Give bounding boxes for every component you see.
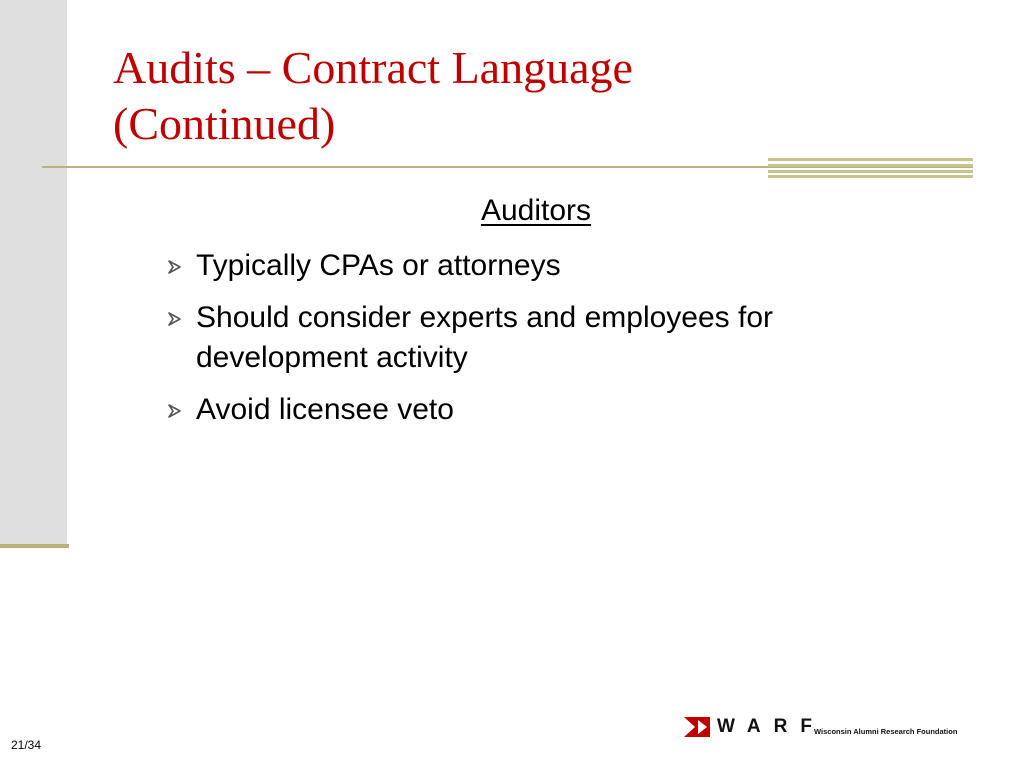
slide-title-line-2: (Continued): [113, 98, 336, 149]
bullet-text: Typically CPAs or attorneys: [196, 249, 561, 282]
title-rule-accent-stripes: [768, 158, 973, 178]
section-subheading: Auditors: [480, 194, 592, 227]
bullet-text: Should consider experts and employees for development activity: [196, 301, 774, 374]
accent-stripe: [768, 170, 973, 173]
left-bar-base-rule: [0, 544, 69, 548]
hollow-arrow-bullet-icon: [165, 401, 185, 421]
warf-logo-letters: WARF: [717, 716, 825, 737]
warf-logo-mark-icon: [684, 717, 710, 737]
bullet-text: Avoid licensee veto: [196, 393, 454, 426]
warf-foundation-name: Wisconsin Alumni Research Foundation: [814, 727, 958, 736]
hollow-arrow-bullet-icon: [165, 309, 185, 329]
accent-stripe: [768, 158, 973, 161]
accent-stripe: [768, 164, 973, 167]
page-number: 21/34: [11, 738, 42, 752]
slide-title-line-1: Audits – Contract Language: [113, 42, 633, 93]
hollow-arrow-bullet-icon: [165, 257, 185, 277]
bullet-item: [165, 246, 945, 286]
slide-title: [113, 40, 973, 152]
bullet-item: [165, 390, 945, 430]
accent-stripe: [768, 175, 973, 178]
warf-logo: [684, 715, 974, 739]
left-decorative-bar: [0, 0, 67, 545]
bullet-list: [165, 246, 945, 442]
bullet-item: [165, 298, 945, 378]
